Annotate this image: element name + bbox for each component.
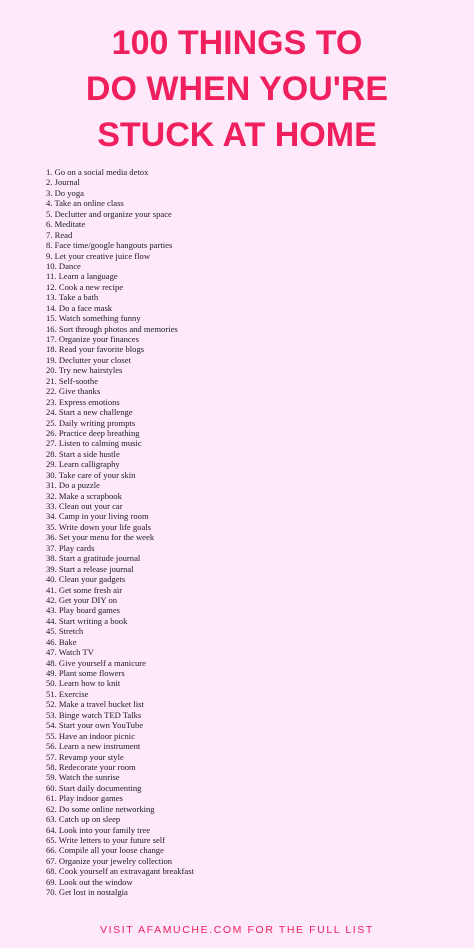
list-item: 2. Journal [46,177,80,188]
list-item: 51. Exercise [46,688,89,699]
list-item: 68. Cook yourself an extravagant breakfast [46,866,194,877]
list-item: 12. Cook a new recipe [46,281,124,292]
list-item: 47. Watch TV [46,647,94,658]
list-item: 3. Do yoga [46,187,84,198]
list-item: 20. Try new hairstyles [46,365,123,376]
list-item: 22. Give thanks [46,386,101,397]
list-item: 24. Start a new challenge [46,407,133,418]
list-item: 27. Listen to calming music [46,438,142,449]
list-item: 69. Look out the window [46,876,133,887]
list-item: 32. Make a scrapbook [46,490,122,501]
list-item: 43. Play board games [46,605,120,616]
list-item: 7. Read [46,229,73,240]
list-item: 55. Have an indoor picnic [46,730,136,741]
list-item: 14. Do a face mask [46,302,113,313]
list-item: 18. Read your favorite blogs [46,344,145,355]
list-item: 59. Watch the sunrise [46,772,120,783]
list-item: 54. Start your own YouTube [46,720,144,731]
list-item: 15. Watch something funny [46,313,141,324]
list-item: 35. Write down your life goals [46,521,151,532]
list-item: 57. Revamp your style [46,751,124,762]
list-item: 70. Get lost in nostalgia [46,887,128,898]
list-item: 40. Clean your gadgets [46,574,126,585]
list-item: 10. Dance [46,260,81,271]
list-item: 45. Stretch [46,626,84,637]
list-item: 64. Look into your family tree [46,824,151,835]
list-item: 63. Catch up on sleep [46,814,121,825]
list-item: 13. Take a bath [46,292,99,303]
list-item: 1. Go on a social media detox [46,167,149,177]
list-item: 37. Play cards [46,542,95,553]
things-list [46,167,194,898]
list-item: 16. Sort through photos and memories [46,323,178,334]
list-item: 61. Play indoor games [46,793,123,804]
list-item: 28. Start a side hustle [46,448,120,459]
list-item: 56. Learn a new instrument [46,741,141,752]
list-item: 29. Learn calligraphy [46,459,120,470]
list-item: 42. Get your DIY on [46,594,118,605]
title-line-3: STUCK AT HOME [97,116,377,154]
list-item: 58. Redecorate your room [46,761,136,772]
list-item: 60. Start daily documenting [46,782,142,793]
page-title [0,20,474,158]
list-item: 9. Let your creative juice flow [46,250,151,261]
list-item: 41. Get some fresh air [46,584,123,595]
list-item: 11. Learn a language [46,271,118,282]
list-item: 62. Do some online networking [46,803,155,814]
list-item: 52. Make a travel bucket list [46,699,144,710]
list-item: 48. Give yourself a manicure [46,657,146,668]
list-item: 5. Declutter and organize your space [46,208,172,219]
list-item: 33. Clean out your car [46,501,123,511]
list-item: 30. Take care of your skin [46,469,136,480]
title-line-1: 100 THINGS TO [111,24,363,62]
list-item: 49. Plant some flowers [46,668,125,678]
list-item: 53. Binge watch TED Talks [46,709,142,720]
list-item: 44. Start writing a book [46,615,128,626]
list-item: 31. Do a puzzle [46,480,100,491]
list-item: 23. Express emotions [46,396,120,407]
list-item: 6. Meditate [46,219,86,230]
list-item: 4. Take an online class [46,198,124,209]
list-item: 67. Organize your jewelry collection [46,855,173,866]
list-item: 34. Camp in your living room [46,511,149,522]
list-item: 19. Declutter your closet [46,354,131,365]
list-item: 21. Self-soothe [46,375,99,386]
footer-link-text[interactable]: VISIT AFAMUCHE.COM FOR THE FULL LIST [100,924,374,936]
list-item: 66. Compile all your loose change [46,845,164,856]
list-item: 39. Start a release journal [46,563,134,574]
list-item: 46. Bake [46,636,77,647]
list-item: 38. Start a gratitude journal [46,553,141,564]
list-item: 36. Set your menu for the week [46,532,155,543]
title-line-2: DO WHEN YOU'RE [85,70,389,108]
list-item: 26. Practice deep breathing [46,427,140,438]
list-item: 17. Organize your finances [46,334,139,344]
list-item: 25. Daily writing prompts [46,417,136,428]
list-item: 50. Learn how to knit [46,678,121,689]
list-item: 65. Write letters to your future self [46,835,166,845]
list-item: 8. Face time/google hangouts parties [46,240,173,251]
